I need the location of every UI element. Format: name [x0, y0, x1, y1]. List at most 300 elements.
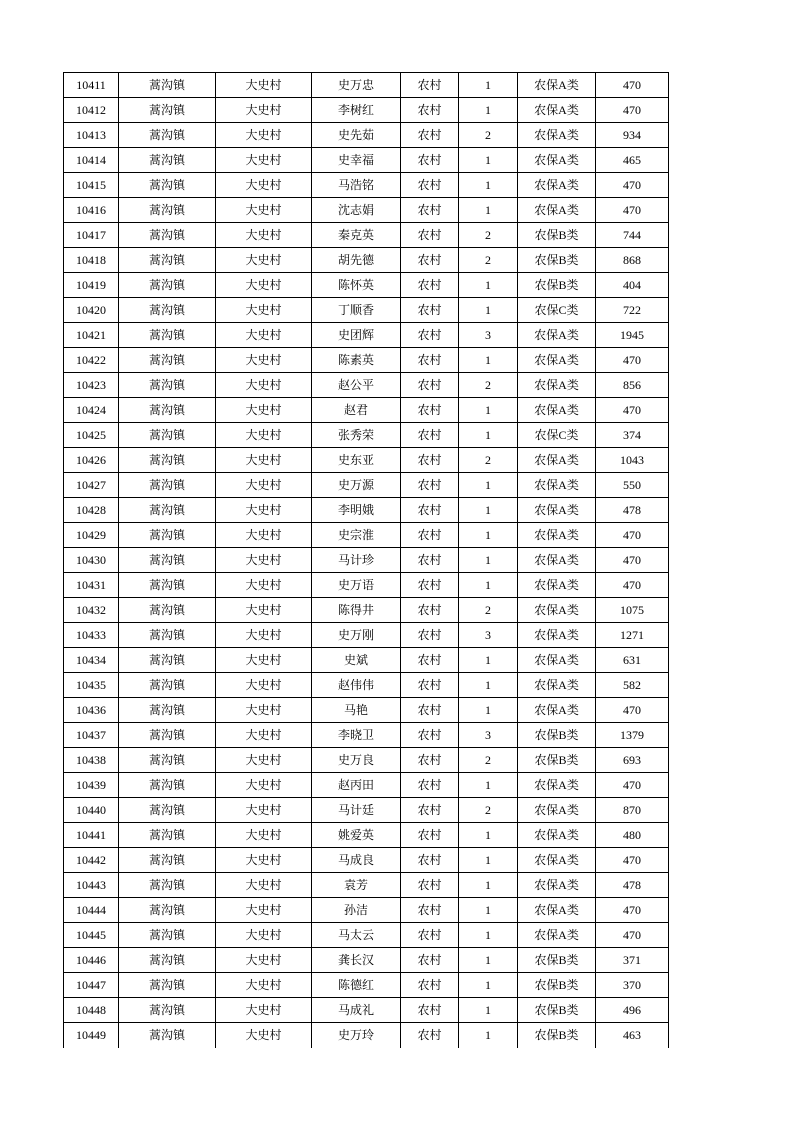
- table-cell-name: 马浩铭: [312, 173, 401, 198]
- table-cell-count: 1: [459, 173, 518, 198]
- table-cell-village: 大史村: [216, 648, 312, 673]
- table-cell-town: 蒿沟镇: [119, 123, 216, 148]
- table-cell-category: 农保A类: [518, 698, 596, 723]
- table-cell-id: 10440: [64, 798, 119, 823]
- table-cell-amount: 550: [596, 473, 669, 498]
- table-cell-amount: 463: [596, 1023, 669, 1048]
- table-row: [64, 548, 669, 573]
- table-cell-type: 农村: [401, 923, 459, 948]
- table-cell-type: 农村: [401, 448, 459, 473]
- table-cell-id: 10448: [64, 998, 119, 1023]
- table-cell-town: 蒿沟镇: [119, 573, 216, 598]
- table-cell-count: 1: [459, 348, 518, 373]
- table-cell-category: 农保B类: [518, 248, 596, 273]
- table-cell-amount: 470: [596, 348, 669, 373]
- table-row: [64, 873, 669, 898]
- table-cell-type: 农村: [401, 273, 459, 298]
- table-cell-name: 张秀荣: [312, 423, 401, 448]
- table-cell-type: 农村: [401, 323, 459, 348]
- table-cell-category: 农保A类: [518, 198, 596, 223]
- table-cell-name: 马计廷: [312, 798, 401, 823]
- table-cell-town: 蒿沟镇: [119, 923, 216, 948]
- table-cell-town: 蒿沟镇: [119, 298, 216, 323]
- table-cell-category: 农保A类: [518, 448, 596, 473]
- table-cell-id: 10447: [64, 973, 119, 998]
- table-cell-town: 蒿沟镇: [119, 948, 216, 973]
- table-cell-count: 2: [459, 223, 518, 248]
- table-cell-type: 农村: [401, 973, 459, 998]
- table-cell-town: 蒿沟镇: [119, 648, 216, 673]
- table-row: [64, 698, 669, 723]
- table-cell-village: 大史村: [216, 798, 312, 823]
- table-cell-category: 农保C类: [518, 298, 596, 323]
- table-cell-name: 陈素英: [312, 348, 401, 373]
- table-cell-id: 10439: [64, 773, 119, 798]
- table-cell-count: 1: [459, 773, 518, 798]
- table-cell-amount: 470: [596, 923, 669, 948]
- table-cell-count: 1: [459, 573, 518, 598]
- table-cell-village: 大史村: [216, 948, 312, 973]
- table-cell-name: 李明娥: [312, 498, 401, 523]
- table-cell-amount: 868: [596, 248, 669, 273]
- table-cell-village: 大史村: [216, 773, 312, 798]
- table-cell-village: 大史村: [216, 273, 312, 298]
- table-cell-town: 蒿沟镇: [119, 473, 216, 498]
- table-cell-amount: 1271: [596, 623, 669, 648]
- table-cell-count: 2: [459, 448, 518, 473]
- table-row: [64, 148, 669, 173]
- table-cell-amount: 470: [596, 523, 669, 548]
- table-cell-name: 丁顺香: [312, 298, 401, 323]
- table-cell-id: 10443: [64, 873, 119, 898]
- table-cell-amount: 470: [596, 848, 669, 873]
- table-cell-village: 大史村: [216, 573, 312, 598]
- table-row: [64, 298, 669, 323]
- table-cell-town: 蒿沟镇: [119, 348, 216, 373]
- table-cell-name: 袁芳: [312, 873, 401, 898]
- table-cell-village: 大史村: [216, 698, 312, 723]
- table-row: [64, 848, 669, 873]
- table-cell-village: 大史村: [216, 473, 312, 498]
- table-row: [64, 448, 669, 473]
- table-cell-name: 赵丙田: [312, 773, 401, 798]
- table-cell-amount: 693: [596, 748, 669, 773]
- table-cell-type: 农村: [401, 848, 459, 873]
- table-cell-town: 蒿沟镇: [119, 1023, 216, 1048]
- table-cell-id: 10424: [64, 398, 119, 423]
- table-cell-count: 1: [459, 898, 518, 923]
- table-cell-id: 10444: [64, 898, 119, 923]
- table-cell-amount: 934: [596, 123, 669, 148]
- table-cell-type: 农村: [401, 673, 459, 698]
- table-cell-village: 大史村: [216, 198, 312, 223]
- table-cell-amount: 722: [596, 298, 669, 323]
- table-row: [64, 898, 669, 923]
- table-cell-type: 农村: [401, 998, 459, 1023]
- table-row: [64, 798, 669, 823]
- table-cell-town: 蒿沟镇: [119, 898, 216, 923]
- table-row: [64, 773, 669, 798]
- table-cell-id: 10438: [64, 748, 119, 773]
- table-cell-village: 大史村: [216, 998, 312, 1023]
- table-cell-amount: 404: [596, 273, 669, 298]
- table-cell-id: 10414: [64, 148, 119, 173]
- table-cell-id: 10420: [64, 298, 119, 323]
- table-cell-type: 农村: [401, 98, 459, 123]
- table-cell-town: 蒿沟镇: [119, 698, 216, 723]
- table-cell-type: 农村: [401, 248, 459, 273]
- table-cell-town: 蒿沟镇: [119, 723, 216, 748]
- table-cell-village: 大史村: [216, 1023, 312, 1048]
- table-cell-village: 大史村: [216, 723, 312, 748]
- table-cell-count: 1: [459, 948, 518, 973]
- table-cell-village: 大史村: [216, 398, 312, 423]
- table-cell-id: 10427: [64, 473, 119, 498]
- table-cell-category: 农保A类: [518, 173, 596, 198]
- table-cell-town: 蒿沟镇: [119, 223, 216, 248]
- table-row: [64, 398, 669, 423]
- table-cell-village: 大史村: [216, 898, 312, 923]
- table-cell-count: 1: [459, 698, 518, 723]
- table-cell-village: 大史村: [216, 73, 312, 98]
- table-cell-type: 农村: [401, 623, 459, 648]
- table-cell-count: 1: [459, 823, 518, 848]
- table-cell-count: 1: [459, 1023, 518, 1048]
- table-cell-id: 10416: [64, 198, 119, 223]
- table-cell-count: 1: [459, 548, 518, 573]
- table-row: [64, 423, 669, 448]
- table-row: [64, 998, 669, 1023]
- table-cell-type: 农村: [401, 298, 459, 323]
- table-cell-category: 农保A类: [518, 798, 596, 823]
- table-cell-type: 农村: [401, 348, 459, 373]
- table-cell-name: 赵君: [312, 398, 401, 423]
- table-cell-amount: 631: [596, 648, 669, 673]
- table-cell-id: 10423: [64, 373, 119, 398]
- table-cell-name: 陈得井: [312, 598, 401, 623]
- table-cell-id: 10428: [64, 498, 119, 523]
- table-cell-village: 大史村: [216, 248, 312, 273]
- table-cell-village: 大史村: [216, 323, 312, 348]
- table-cell-type: 农村: [401, 798, 459, 823]
- table-cell-village: 大史村: [216, 448, 312, 473]
- table-cell-village: 大史村: [216, 873, 312, 898]
- table-cell-type: 农村: [401, 123, 459, 148]
- table-cell-type: 农村: [401, 198, 459, 223]
- table-cell-count: 2: [459, 598, 518, 623]
- table-cell-id: 10417: [64, 223, 119, 248]
- table-cell-name: 史幸福: [312, 148, 401, 173]
- table-cell-name: 史万刚: [312, 623, 401, 648]
- table-cell-count: 1: [459, 473, 518, 498]
- table-cell-village: 大史村: [216, 373, 312, 398]
- table-cell-category: 农保B类: [518, 973, 596, 998]
- table-cell-count: 3: [459, 323, 518, 348]
- table-cell-amount: 470: [596, 398, 669, 423]
- table-cell-amount: 1075: [596, 598, 669, 623]
- table-cell-id: 10435: [64, 673, 119, 698]
- table-row: [64, 573, 669, 598]
- table-row: [64, 973, 669, 998]
- table-cell-type: 农村: [401, 648, 459, 673]
- table-cell-count: 3: [459, 623, 518, 648]
- table-cell-name: 史万玲: [312, 1023, 401, 1048]
- table-cell-amount: 470: [596, 548, 669, 573]
- table-cell-type: 农村: [401, 748, 459, 773]
- table-cell-type: 农村: [401, 398, 459, 423]
- table-row: [64, 373, 669, 398]
- table-cell-count: 1: [459, 873, 518, 898]
- table-cell-amount: 1945: [596, 323, 669, 348]
- table-cell-count: 2: [459, 373, 518, 398]
- table-cell-town: 蒿沟镇: [119, 198, 216, 223]
- table-body: [64, 73, 669, 1048]
- table-cell-category: 农保A类: [518, 523, 596, 548]
- table-row: [64, 98, 669, 123]
- table-cell-count: 1: [459, 198, 518, 223]
- table-cell-category: 农保A类: [518, 373, 596, 398]
- table-cell-type: 农村: [401, 148, 459, 173]
- table-cell-category: 农保A类: [518, 148, 596, 173]
- table-cell-type: 农村: [401, 498, 459, 523]
- table-row: [64, 623, 669, 648]
- table-row: [64, 598, 669, 623]
- table-cell-count: 3: [459, 723, 518, 748]
- table-row: [64, 198, 669, 223]
- table-cell-amount: 470: [596, 73, 669, 98]
- table-row: [64, 248, 669, 273]
- table-cell-category: 农保B类: [518, 223, 596, 248]
- table-cell-town: 蒿沟镇: [119, 798, 216, 823]
- table-cell-village: 大史村: [216, 973, 312, 998]
- table-cell-category: 农保B类: [518, 273, 596, 298]
- table-cell-village: 大史村: [216, 848, 312, 873]
- table-cell-name: 马太云: [312, 923, 401, 948]
- table-cell-id: 10412: [64, 98, 119, 123]
- table-cell-amount: 870: [596, 798, 669, 823]
- table-cell-id: 10415: [64, 173, 119, 198]
- table-cell-town: 蒿沟镇: [119, 173, 216, 198]
- table-cell-type: 农村: [401, 1023, 459, 1048]
- table-cell-name: 史万语: [312, 573, 401, 598]
- table-cell-town: 蒿沟镇: [119, 773, 216, 798]
- table-cell-name: 赵公平: [312, 373, 401, 398]
- table-cell-amount: 470: [596, 98, 669, 123]
- table-row: [64, 348, 669, 373]
- table-cell-category: 农保B类: [518, 723, 596, 748]
- table-cell-village: 大史村: [216, 923, 312, 948]
- table-cell-town: 蒿沟镇: [119, 323, 216, 348]
- table-cell-count: 1: [459, 73, 518, 98]
- table-cell-id: 10422: [64, 348, 119, 373]
- table-cell-amount: 856: [596, 373, 669, 398]
- table-cell-count: 2: [459, 748, 518, 773]
- table-cell-id: 10449: [64, 1023, 119, 1048]
- table-cell-village: 大史村: [216, 523, 312, 548]
- table-cell-category: 农保A类: [518, 898, 596, 923]
- table-cell-count: 1: [459, 673, 518, 698]
- table-cell-amount: 1043: [596, 448, 669, 473]
- table-cell-type: 农村: [401, 948, 459, 973]
- table-cell-category: 农保B类: [518, 998, 596, 1023]
- table-cell-village: 大史村: [216, 423, 312, 448]
- table-cell-id: 10431: [64, 573, 119, 598]
- table-cell-town: 蒿沟镇: [119, 748, 216, 773]
- table-cell-name: 胡先德: [312, 248, 401, 273]
- table-cell-id: 10411: [64, 73, 119, 98]
- table-cell-id: 10441: [64, 823, 119, 848]
- table-cell-category: 农保A类: [518, 473, 596, 498]
- table-row: [64, 173, 669, 198]
- table-cell-category: 农保A类: [518, 823, 596, 848]
- table-cell-type: 农村: [401, 223, 459, 248]
- table-cell-village: 大史村: [216, 548, 312, 573]
- table-cell-count: 2: [459, 123, 518, 148]
- table-cell-id: 10425: [64, 423, 119, 448]
- table-cell-type: 农村: [401, 823, 459, 848]
- table-cell-count: 1: [459, 98, 518, 123]
- table-cell-id: 10426: [64, 448, 119, 473]
- table-cell-amount: 478: [596, 498, 669, 523]
- table-cell-type: 农村: [401, 898, 459, 923]
- table-cell-town: 蒿沟镇: [119, 248, 216, 273]
- table-cell-type: 农村: [401, 523, 459, 548]
- table-cell-amount: 371: [596, 948, 669, 973]
- table-cell-count: 1: [459, 998, 518, 1023]
- table-cell-count: 1: [459, 148, 518, 173]
- table-cell-name: 史先茹: [312, 123, 401, 148]
- table-cell-name: 陈德红: [312, 973, 401, 998]
- table-cell-amount: 374: [596, 423, 669, 448]
- table-cell-village: 大史村: [216, 123, 312, 148]
- table-cell-amount: 470: [596, 573, 669, 598]
- table-cell-village: 大史村: [216, 748, 312, 773]
- table-row: [64, 1023, 669, 1048]
- table-cell-town: 蒿沟镇: [119, 623, 216, 648]
- table-cell-category: 农保A类: [518, 623, 596, 648]
- table-cell-amount: 470: [596, 773, 669, 798]
- table-cell-id: 10413: [64, 123, 119, 148]
- table-cell-name: 马成良: [312, 848, 401, 873]
- table-cell-type: 农村: [401, 73, 459, 98]
- table-cell-village: 大史村: [216, 348, 312, 373]
- table-cell-category: 农保A类: [518, 648, 596, 673]
- table-cell-id: 10437: [64, 723, 119, 748]
- table-cell-type: 农村: [401, 573, 459, 598]
- table-cell-amount: 470: [596, 898, 669, 923]
- table-cell-amount: 1379: [596, 723, 669, 748]
- table-cell-category: 农保A类: [518, 573, 596, 598]
- table-cell-type: 农村: [401, 173, 459, 198]
- table-row: [64, 823, 669, 848]
- table-cell-town: 蒿沟镇: [119, 823, 216, 848]
- table-cell-town: 蒿沟镇: [119, 873, 216, 898]
- table-cell-count: 1: [459, 298, 518, 323]
- table-cell-town: 蒿沟镇: [119, 148, 216, 173]
- table-row: [64, 273, 669, 298]
- table-cell-category: 农保A类: [518, 598, 596, 623]
- table-cell-name: 李晓卫: [312, 723, 401, 748]
- table-cell-category: 农保A类: [518, 73, 596, 98]
- table-cell-id: 10429: [64, 523, 119, 548]
- table-cell-count: 1: [459, 398, 518, 423]
- table-cell-type: 农村: [401, 473, 459, 498]
- data-table: [63, 72, 669, 1048]
- table-cell-id: 10442: [64, 848, 119, 873]
- table-cell-name: 马计珍: [312, 548, 401, 573]
- table-cell-amount: 582: [596, 673, 669, 698]
- table-cell-name: 沈志娟: [312, 198, 401, 223]
- table-cell-category: 农保B类: [518, 948, 596, 973]
- table-cell-count: 1: [459, 848, 518, 873]
- table-cell-count: 2: [459, 798, 518, 823]
- table-cell-category: 农保A类: [518, 773, 596, 798]
- table-cell-type: 农村: [401, 723, 459, 748]
- table-cell-id: 10433: [64, 623, 119, 648]
- table-cell-town: 蒿沟镇: [119, 423, 216, 448]
- table-cell-id: 10434: [64, 648, 119, 673]
- table-cell-name: 孙洁: [312, 898, 401, 923]
- table-cell-name: 史宗淮: [312, 523, 401, 548]
- table-cell-village: 大史村: [216, 598, 312, 623]
- table-cell-village: 大史村: [216, 623, 312, 648]
- table-cell-village: 大史村: [216, 823, 312, 848]
- table-row: [64, 748, 669, 773]
- table-cell-type: 农村: [401, 373, 459, 398]
- table-cell-name: 史斌: [312, 648, 401, 673]
- table-cell-name: 史万源: [312, 473, 401, 498]
- table-cell-category: 农保A类: [518, 548, 596, 573]
- table-row: [64, 673, 669, 698]
- table-cell-count: 1: [459, 273, 518, 298]
- table-row: [64, 123, 669, 148]
- table-cell-category: 农保A类: [518, 98, 596, 123]
- table-cell-amount: 478: [596, 873, 669, 898]
- table-row: [64, 523, 669, 548]
- table-cell-category: 农保A类: [518, 923, 596, 948]
- table-row: [64, 73, 669, 98]
- table-cell-town: 蒿沟镇: [119, 998, 216, 1023]
- table-cell-type: 农村: [401, 698, 459, 723]
- table-cell-category: 农保A类: [518, 873, 596, 898]
- table-cell-type: 农村: [401, 773, 459, 798]
- table-cell-name: 李树红: [312, 98, 401, 123]
- table-cell-town: 蒿沟镇: [119, 398, 216, 423]
- table-cell-category: 农保A类: [518, 673, 596, 698]
- table-cell-category: 农保A类: [518, 123, 596, 148]
- table-cell-id: 10430: [64, 548, 119, 573]
- table-row: [64, 648, 669, 673]
- table-cell-amount: 744: [596, 223, 669, 248]
- table-cell-amount: 465: [596, 148, 669, 173]
- table-cell-town: 蒿沟镇: [119, 598, 216, 623]
- table-cell-type: 农村: [401, 598, 459, 623]
- table-cell-name: 姚爱英: [312, 823, 401, 848]
- table-cell-count: 1: [459, 648, 518, 673]
- table-cell-name: 史万良: [312, 748, 401, 773]
- table-cell-id: 10436: [64, 698, 119, 723]
- table-cell-town: 蒿沟镇: [119, 498, 216, 523]
- table-cell-count: 1: [459, 498, 518, 523]
- table-cell-category: 农保C类: [518, 423, 596, 448]
- table-cell-amount: 370: [596, 973, 669, 998]
- table-cell-type: 农村: [401, 548, 459, 573]
- table-cell-category: 农保B类: [518, 1023, 596, 1048]
- table-cell-village: 大史村: [216, 498, 312, 523]
- table-cell-town: 蒿沟镇: [119, 448, 216, 473]
- table-cell-amount: 470: [596, 173, 669, 198]
- table-cell-name: 马艳: [312, 698, 401, 723]
